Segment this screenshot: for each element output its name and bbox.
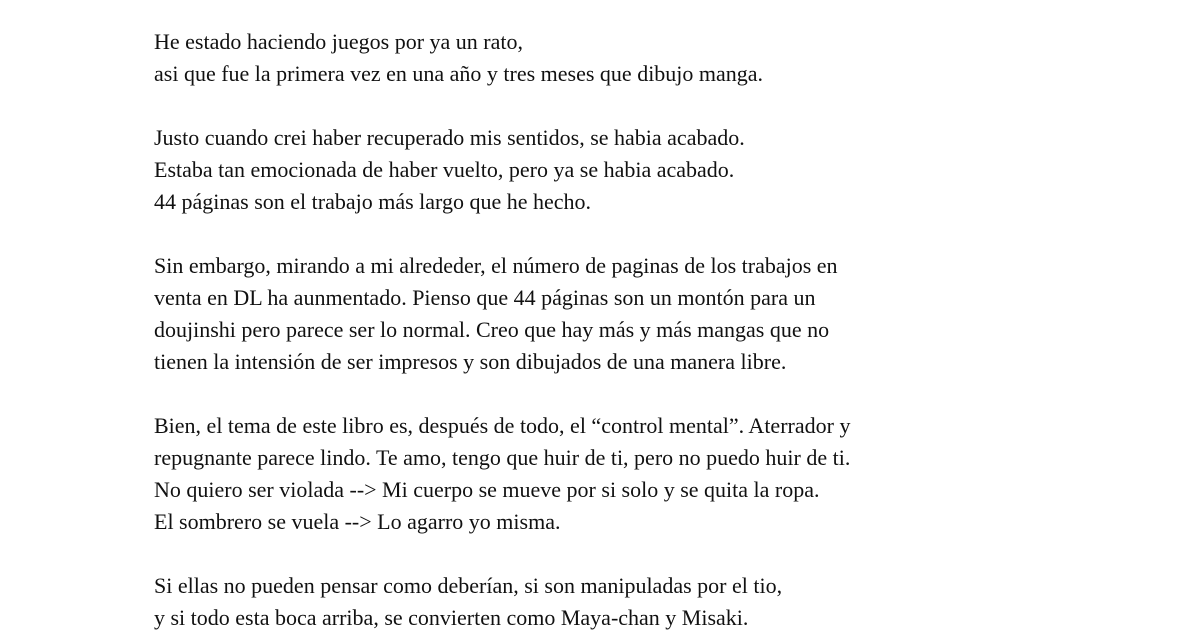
paragraph-3 — [154, 250, 1174, 378]
text-line: tienen la intensión de ser impresos y son dibujados de una manera libre. — [154, 349, 787, 374]
paragraph-5 — [154, 570, 1174, 634]
paragraph-2 — [154, 122, 1174, 218]
text-line: Si ellas no pueden pensar como deberían, si son manipuladas por el tio, — [154, 573, 783, 598]
text-line: asi que fue la primera vez en una año y tres meses que dibujo manga. — [154, 61, 764, 86]
text-line: Bien, el tema de este libro es, después de todo, el “control mental”. Aterrador y — [154, 413, 851, 438]
paragraph-4 — [154, 410, 1174, 538]
text-line: repugnante parece lindo. Te amo, tengo que huir de ti, pero no puedo huir de ti. — [154, 445, 851, 470]
text-line: venta en DL ha aunmentado. Pienso que 44 páginas son un montón para un — [154, 285, 816, 310]
text-line: doujinshi pero parece ser lo normal. Creo que hay más y más mangas que no — [154, 317, 830, 342]
text-line: No quiero ser violada --> Mi cuerpo se mueve por si solo y se quita la ropa. — [154, 477, 820, 502]
text-line: El sombrero se vuela --> Lo agarro yo misma. — [154, 509, 561, 534]
text-line: He estado haciendo juegos por ya un rato, — [154, 29, 523, 54]
text-line: Justo cuando crei haber recuperado mis sentidos, se habia acabado. — [154, 125, 745, 150]
paragraph-1 — [154, 26, 1174, 90]
text-line: Sin embargo, mirando a mi alrededer, el número de paginas de los trabajos en — [154, 253, 838, 278]
text-line: Estaba tan emocionada de haber vuelto, pero ya se habia acabado. — [154, 157, 735, 182]
text-line: 44 páginas son el trabajo más largo que he hecho. — [154, 189, 592, 214]
text-line: y si todo esta boca arriba, se convierten como Maya-chan y Misaki. — [154, 605, 749, 630]
document-text — [154, 26, 1174, 634]
